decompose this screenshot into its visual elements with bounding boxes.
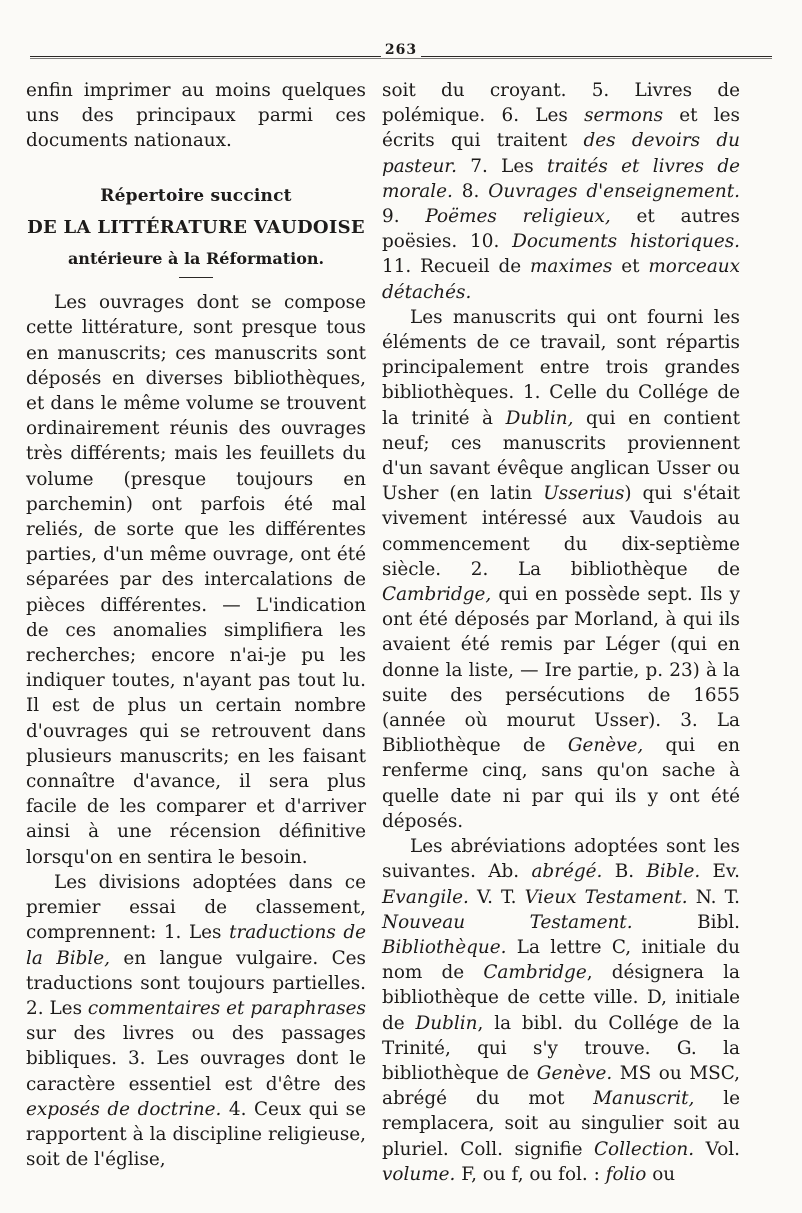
section-subtitle: DE LA LITTÉRATURE VAUDOISE [27,216,365,238]
paragraph: Les divisions adoptées dans ce premier essai de classement, comprennent: 1. Les traductions de la Bible, en langue vulgaire. Ces traductions sont toujours partielles. 2. Les commentaires et paraphrases sur des livres ou des passages bibliques. 3. Les ouvrages dont le caractère essentiel est d'être des exposés de doctrine. 4. Ceux qui se rapportent à la discipline religieuse, soit de l'église, [26,871,366,1171]
paragraph: Les manuscrits qui ont fourni les éléments de ce travail, sont répartis principalement entre trois grandes bibliothèques. 1. Celle du Collége de la trinité à Dublin, qui en contient neuf; ces manuscrits proviennent d'un savant évêque anglican Usser ou Usher (en latin Usserius) qui s'était vivement intéressé aux Vaudois au commencement du dix-septième siècle. 2. La bibliothèque de Cambridge, qui en possède sept. Ils y ont été déposés par Morland, à qui ils avaient été remis par Léger (qui en donne la liste, — Ire partie, p. 23) à la suite des persécutions de 1655 (année où mourut Usser). 3. La Bibliothèque de Genève, qui en renferme cinq, sans qu'on sache à quelle date ni par qui ils y ont été déposés. [382,306,740,832]
left-column [26,78,366,1172]
page-number: 263 [0,42,802,58]
intro-paragraph: enfin imprimer au moins quelques uns des principaux parmi ces documents nationaux. [26,80,366,152]
section-subtitle-2: antérieure à la Réformation. [67,249,325,269]
title-rule [179,277,213,278]
right-column [382,78,740,1187]
paragraph: Les abréviations adoptées sont les suivantes. Ab. abrégé. B. Bible. Ev. Evangile. V. T. Vieux Testament. N. T. Nouveau Testament. Bibl. Bibliothèque. La lettre C, initiale du nom de Cambridge, désignera la bibliothèque de cette ville. D, initiale de Dublin, la bibl. du Collége de la Trinité, qui s'y trouve. G. la bibliothèque de Genève. MS ou MSC, abrégé du mot Manuscrit, le remplacera, soit au singulier soit au pluriel. Coll. signifie Collection. Vol. volume. F, ou f, ou fol. : folio ou [382,836,741,1185]
paragraph: Les ouvrages dont se compose cette littérature, sont presque tous en manuscrits; ces manuscrits sont déposés en diverses bibliothèques, et dans le même volume se trouvent ordinairement réunis des ouvrages très différents; mais les feuillets du volume (presque toujours en parchemin) ont parfois été mal reliés, de sorte que les différentes parties, d'un même ouvrage, ont été séparées par des intercalations de pièces différentes. — L'indication de ces anomalies simplifiera les recherches; encore n'ai-je pu les indiquer toutes, n'ayant pas tout lu. Il est de plus un certain nombre d'ouvrages qui se retrouvent dans plusieurs manuscrits; en les faisant connaître d'avance, il sera plus facile de les comparer et d'arriver ainsi à une récension définitive lorsqu'on en sentira le besoin. [26,292,366,868]
paragraph: soit du croyant. 5. Livres de polémique. 6. Les sermons et les écrits qui traitent des devoirs du pasteur. 7. Les traités et livres de morale. 8. Ouvrages d'enseignement. 9. Poëmes religieux, et autres poësies. 10. Documents historiques. 11. Recueil de maximes et morceaux détachés. [382,80,740,303]
header-rule-thin [30,58,772,59]
section-title: Répertoire succinct [100,185,292,206]
